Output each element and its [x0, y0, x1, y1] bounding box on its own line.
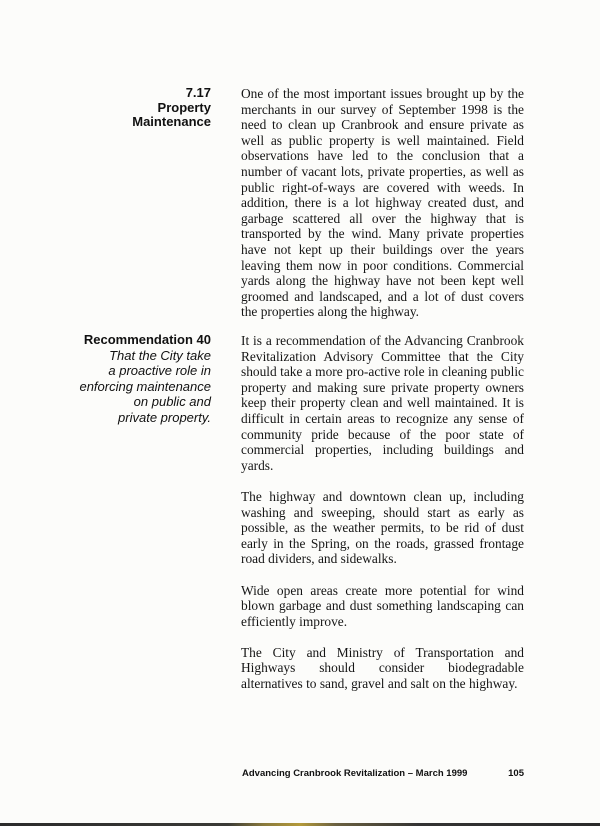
section-paragraph: One of the most important issues brought up by the merchants in our survey of September 1998 is the need to clean up Cranbrook and ensure private as well as public property is well maintained. Field observations have led to the conclusion that a number of vacant lots, private properties, as well as public right-of-ways are covered with weeds. In addition, there is a lot highway created dust, and garbage scattered all over the highway that is transported by the wind. Many private properties have not kept up their buildings over the years leaving them now in poor conditions. Commercial yards along the highway have not been kept well groomed and landscaped, and a lot of dust covers the properties along the highway.	[241, 86, 524, 320]
section-title-line2: Maintenance	[132, 114, 211, 129]
recommendation-desc-line: on public and	[133, 394, 211, 409]
recommendation-paragraph: It is a recommendation of the Advancing Cranbrook Revitalization Advisory Committee that the City should take a more pro-active role in cleaning public property and making sure private property owners keep their property clean and well maintained. It is difficult in certain areas to recognize any sense of community pride because of the poor state of commercial properties, including buildings and yards.	[241, 333, 524, 473]
page-number: 105	[508, 768, 524, 779]
section-body	[241, 86, 524, 320]
recommendation-desc-line: enforcing maintenance	[79, 378, 211, 394]
section-number: 7.17	[185, 85, 211, 100]
recommendation-desc-line: private property.	[118, 409, 211, 425]
recommendation-desc-line: That the City take	[109, 347, 211, 363]
section-heading	[132, 86, 211, 130]
footer-title: Advancing Cranbrook Revitalization – March 1999	[242, 768, 468, 779]
recommendation-paragraph: Wide open areas create more potential for wind blown garbage and dust something landscaping can efficiently improve.	[241, 582, 524, 629]
recommendation-heading	[79, 333, 211, 425]
recommendation-description	[79, 348, 211, 426]
recommendation-desc-line: a proactive role in	[108, 363, 211, 378]
recommendation-paragraph: The highway and downtown clean up, including washing and sweeping, should start as early as possible, as the weather permits, to be rid of dust early in the Spring, on the roads, grassed frontage road dividers, and sidewalks.	[241, 488, 524, 567]
recommendation-paragraph: The City and Ministry of Transportation and Highways should consider biodegradable alternatives to sand, gravel and salt on the highway.	[241, 644, 524, 692]
section-title-line1: Property	[157, 99, 211, 115]
recommendation-title: Recommendation 40	[83, 332, 211, 347]
page-footer	[242, 768, 524, 779]
recommendation-body	[241, 333, 524, 692]
